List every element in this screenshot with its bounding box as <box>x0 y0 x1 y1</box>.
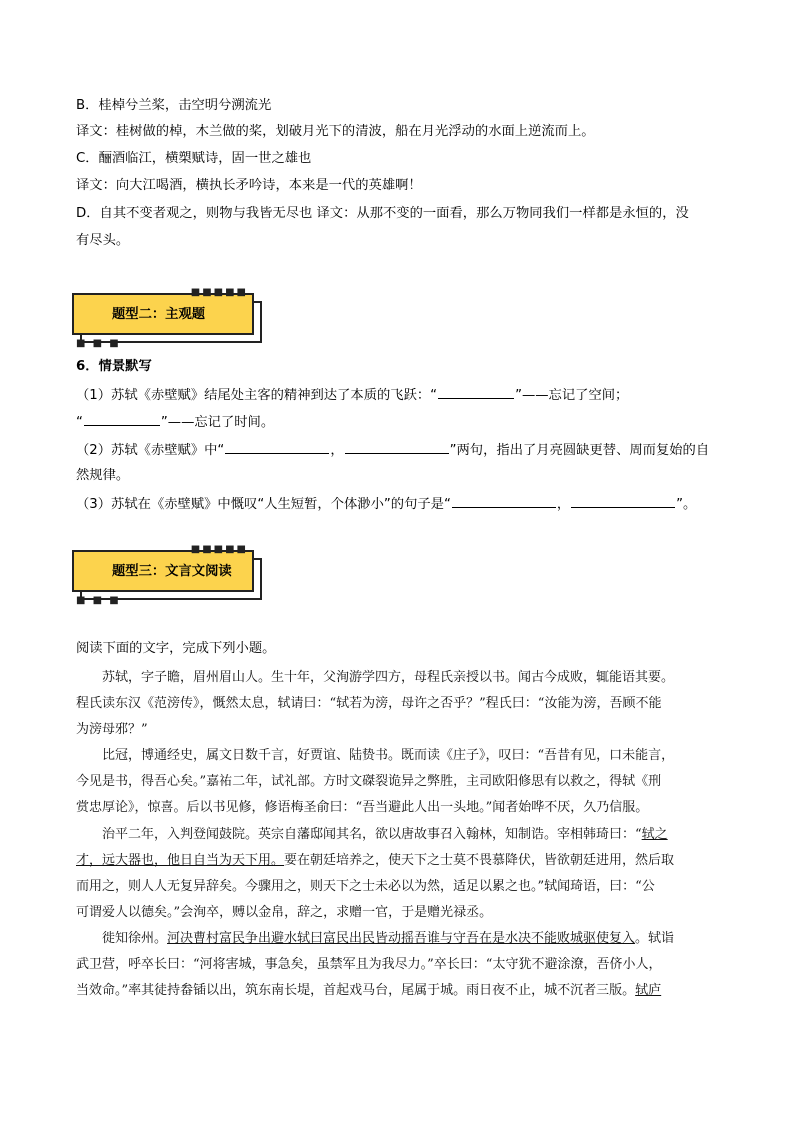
section-banner-2 <box>72 287 262 349</box>
question-6-part2-cont: 然规律。 <box>76 468 130 483</box>
passage-text: 治平二年，入判登闻鼓院。英宗自藩邸闻其名，欲以唐故事召入翰林，知制诰。宰相韩琦曰：“ <box>102 827 642 842</box>
passage-p4-line1 <box>102 930 674 948</box>
q6-text: ， <box>330 443 344 458</box>
passage-p1-line3: 为滂母邪？” <box>76 722 148 737</box>
banner-dots-decoration: ■■■■■ <box>190 287 248 298</box>
answer-blank[interactable] <box>84 412 160 426</box>
q6-text: （1）苏轼《赤壁赋》结尾处主客的精神到达了本质的飞跃：“ <box>76 388 438 403</box>
answer-blank[interactable] <box>452 494 556 508</box>
passage-text: 当效命。”率其徒持畚锸以出，筑东南长堤，首起戏马台，尾属于城。雨日夜不止，城不沉者三版。 <box>76 983 636 998</box>
passage-p1-line2: 程氏读东汉《范滂传》，慨然太息，轼请曰：“轼若为滂，母许之否乎？”程氏曰：“汝能为滂，吾顾不能 <box>76 696 662 711</box>
option-b-translation: 译文：桂树做的棹，木兰做的桨，划破月光下的清波，船在月光浮动的水面上逆流而上。 <box>76 124 595 139</box>
passage-p2-line1: 比冠，博通经史，属文日数千言，好贾谊、陆贽书。既而读《庄子》，叹曰：“吾昔有见，口未能言， <box>102 748 675 763</box>
banner-dots-decoration: ■ ■ ■ <box>76 595 121 606</box>
q6-text: ”。 <box>676 497 697 512</box>
passage-p3-line2 <box>76 852 674 870</box>
section-banner-3 <box>72 544 262 606</box>
option-b: B．桂棹兮兰桨，击空明兮溯流光 <box>76 98 272 113</box>
reading-intro: 阅读下面的文字，完成下列小题。 <box>76 641 276 656</box>
q6-text: “ <box>76 415 83 430</box>
q6-text: ”——忘记了空间； <box>515 388 629 403</box>
option-c-translation: 译文：向大江喝酒，横执长矛吟诗，本来是一代的英雄啊！ <box>76 178 422 193</box>
passage-p3-line1 <box>102 826 668 844</box>
answer-blank[interactable] <box>345 440 449 454</box>
underlined-sentence: 轼之 <box>641 827 668 842</box>
question-6-part2 <box>76 440 709 460</box>
passage-p2-line2: 今见是书，得吾心矣。”嘉祐二年，试礼部。方时文磔裂诡异之弊胜，主司欧阳修思有以救之，得轼《刑 <box>76 774 662 789</box>
question-6-part1 <box>76 385 628 405</box>
banner-label: 题型二：主观题 <box>112 307 206 322</box>
banner-dots-decoration: ■■■■■ <box>190 544 248 555</box>
q6-text: ”——忘记了时间。 <box>160 415 275 430</box>
passage-p1-line1: 苏轼，字子瞻，眉州眉山人。生十年，父洵游学四方，母程氏亲授以书。闻古今成败，辄能语其要。 <box>102 670 675 685</box>
question-6-part3 <box>76 494 696 514</box>
option-d-line1: D．自其不变者观之，则物与我皆无尽也 译文：从那不变的一面看，那么万物同我们一样都是永恒的，没 <box>76 206 689 221</box>
passage-p2-line3: 赏忠厚论》，惊喜。后以书见修，修语梅圣俞曰：“吾当避此人出一头地。”闻者始哗不厌，久乃信服。 <box>76 800 649 815</box>
underlined-sentence: 才，远大器也，他日自当为天下用。 <box>76 853 285 868</box>
passage-p4-line3 <box>76 982 661 1000</box>
question-6-part1-cont <box>76 412 274 432</box>
passage-text: 。轼诣 <box>635 931 675 946</box>
answer-blank[interactable] <box>571 494 675 508</box>
option-c: C．酾酒临江，横槊赋诗，固一世之雄也 <box>76 151 312 166</box>
q6-text: ， <box>556 497 571 512</box>
passage-text: 徙知徐州。 <box>102 931 168 946</box>
passage-p3-line4: 可谓爱人以德矣。”会洵卒，赙以金帛，辞之，求赠一官，于是赠光禄丞。 <box>76 905 493 920</box>
passage-p3-line3: 而用之，则人人无复异辞矣。今骤用之，则天下之士未必以为然，适足以累之也。”轼闻琦语，曰：“公 <box>76 879 655 894</box>
passage-text: 要在朝廷培养之，使天下之士莫不畏慕降伏，皆欲朝廷进用，然后取 <box>284 853 675 868</box>
q6-text: ”两句，指出了月亮圆缺更替、周而复始的自 <box>449 443 710 458</box>
underlined-sentence: 轼庐 <box>635 983 662 998</box>
question-6-title: 6．情景默写 <box>76 359 152 374</box>
banner-dots-decoration: ■ ■ ■ <box>76 338 121 349</box>
answer-blank[interactable] <box>225 440 329 454</box>
passage-p4-line2: 武卫营，呼卒长曰：“河将害城，事急矣，虽禁军且为我尽力。”卒长曰：“太守犹不避涂潦，吾侪小人， <box>76 957 662 972</box>
banner-label: 题型三：文言文阅读 <box>112 564 232 579</box>
option-d-line2: 有尽头。 <box>76 233 130 248</box>
answer-blank[interactable] <box>438 385 514 399</box>
q6-text: （3）苏轼在《赤壁赋》中慨叹“人生短暂，个体渺小”的句子是“ <box>76 497 451 512</box>
q6-text: （2）苏轼《赤壁赋》中“ <box>76 443 225 458</box>
underlined-sentence: 河决曹村富民争出避水轼曰富民出民皆动摇吾谁与守吾在是水决不能败城驱使复入 <box>167 931 636 946</box>
